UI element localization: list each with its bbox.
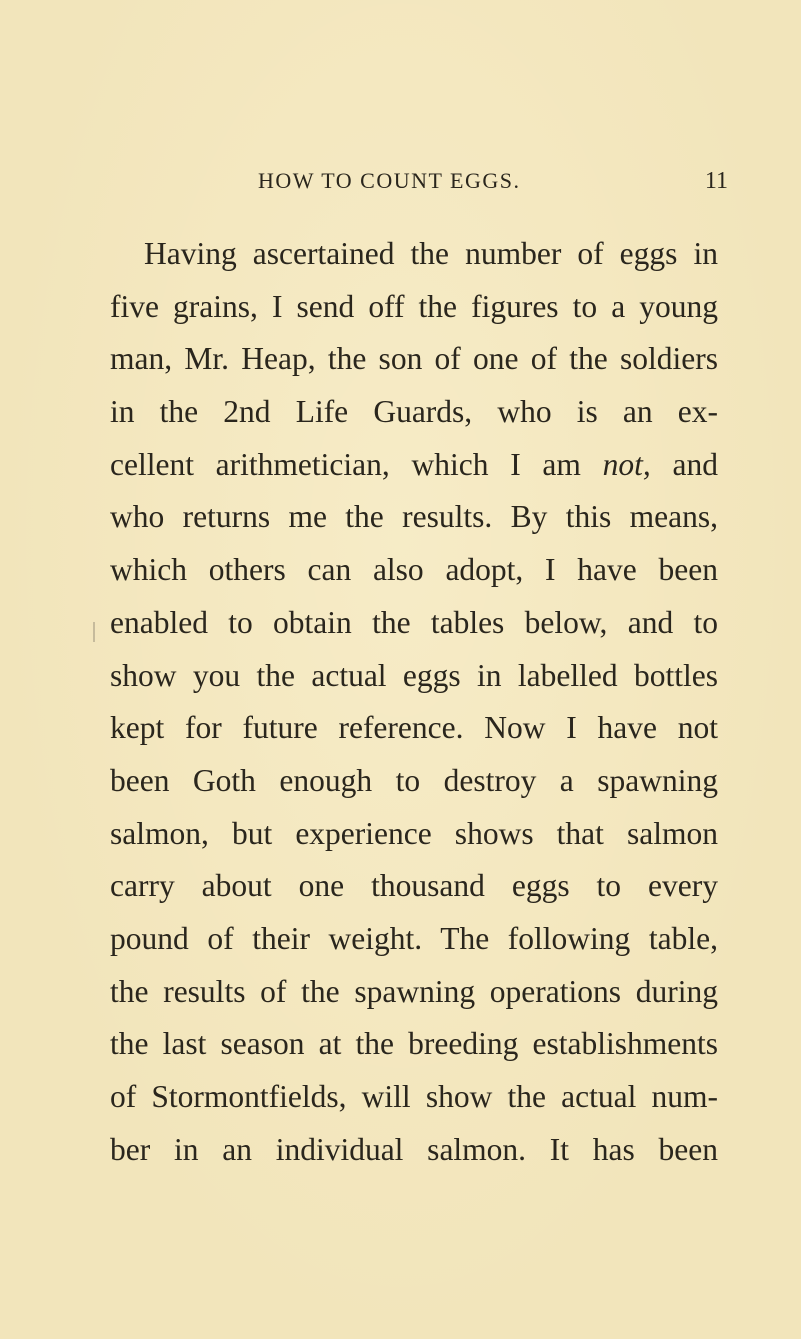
text-line: the last season at the breeding establishments [110, 1026, 718, 1062]
running-head [258, 166, 728, 196]
margin-mark [93, 622, 95, 642]
text-segment: cellent arithmetician, which I am [110, 446, 603, 482]
italic-emphasis: not, [602, 446, 651, 482]
text-line: ber in an individual salmon. It has been [110, 1131, 718, 1167]
text-line [110, 445, 718, 498]
page-number: 11 [704, 168, 728, 194]
text-line: who returns me the results. By this means, [110, 499, 718, 535]
running-title: HOW TO COUNT EGGS. [258, 168, 521, 193]
text-line: of Stormontfields, will show the actual num- [110, 1079, 718, 1114]
text-line: Having ascertained the number of eggs in [144, 236, 718, 271]
text-line: man, Mr. Heap, the son of one of the soldiers [110, 341, 718, 377]
text-line: pound of their weight. The following table, [110, 920, 718, 956]
text-line: been Goth enough to destroy a spawning [110, 762, 718, 798]
text-line: five grains, I send off the figures to a young [110, 288, 718, 324]
text-line: carry about one thousand eggs to every [110, 868, 718, 904]
text-line: which others can also adopt, I have been [110, 552, 718, 588]
text-line: show you the actual eggs in labelled bottles [110, 657, 718, 693]
text-segment: and [650, 446, 718, 482]
text-line: salmon, but experience shows that salmon [110, 815, 718, 851]
text-line: enabled to obtain the tables below, and to [110, 604, 718, 640]
text-line: kept for future reference. Now I have not [110, 710, 718, 746]
text-line: the results of the spawning operations during [110, 973, 718, 1009]
text-line: in the 2nd Life Guards, who is an ex- [110, 394, 718, 430]
body-paragraph [110, 234, 718, 1182]
